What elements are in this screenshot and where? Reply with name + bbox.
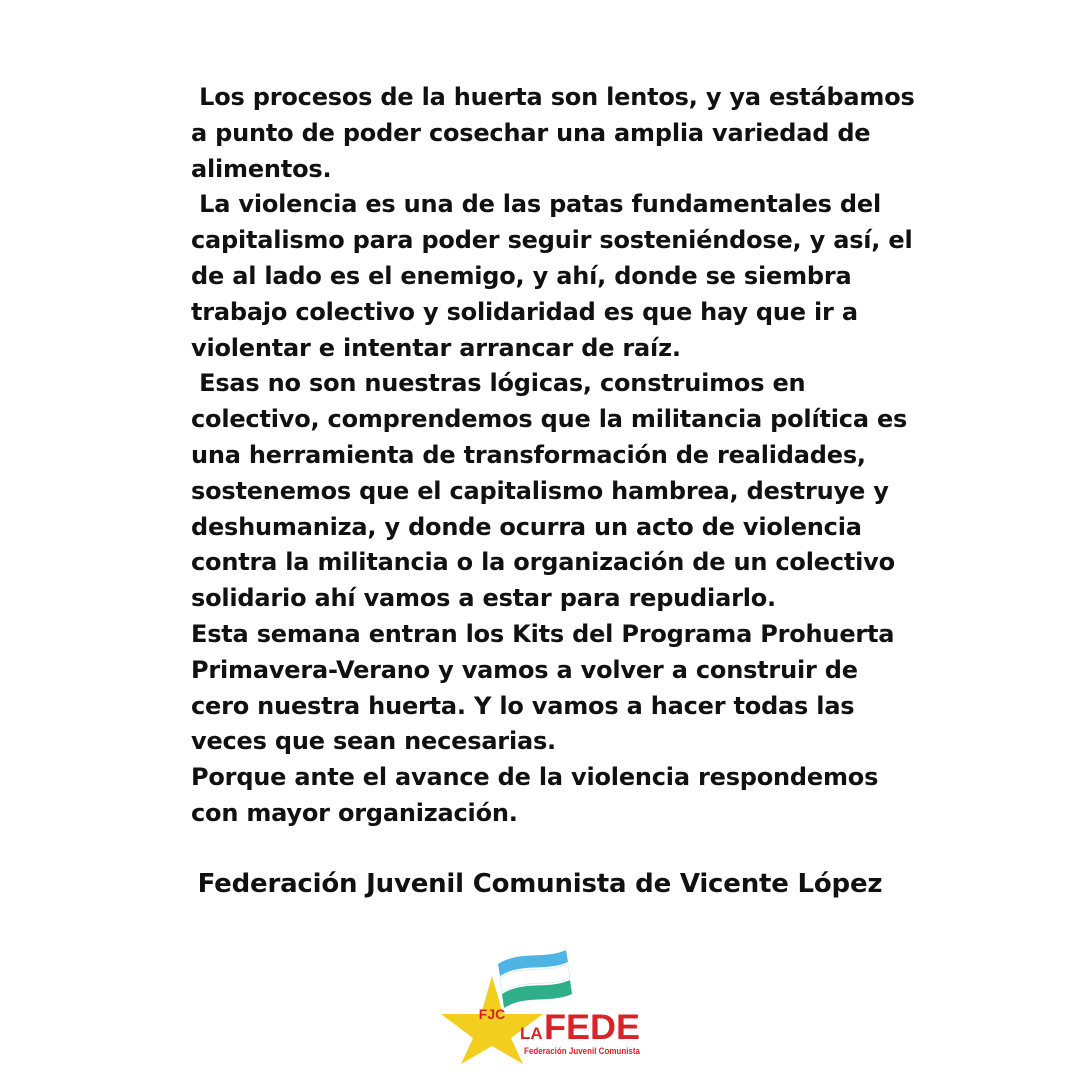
statement-line: violentar e intentar arrancar de raíz. xyxy=(191,333,681,362)
statement-line: contra la militancia o la organización de un colectivo xyxy=(191,548,895,577)
statement-line: Los procesos de la huerta son lentos, y ya estábamos xyxy=(191,83,915,111)
statement-line: con mayor organización. xyxy=(191,798,518,827)
statement-body xyxy=(191,80,915,832)
statement-line: solidario ahí vamos a estar para repudiarlo. xyxy=(191,584,776,613)
logo-graphic xyxy=(440,940,650,1065)
statement-line: Esta semana entran los Kits del Programa Prohuerta xyxy=(191,619,895,648)
statement-line: a punto de poder cosechar una amplia variedad de xyxy=(191,118,871,147)
wordmark-prefix: LA xyxy=(520,1024,543,1043)
fjc-initials: FJC xyxy=(478,1006,506,1022)
la-fede-logo xyxy=(440,940,650,1065)
statement-line: capitalismo para poder seguir sosteniéndose, y así, el xyxy=(191,226,913,255)
logo-tagline: Federación Juvenil Comunista xyxy=(524,1046,641,1057)
statement-line: alimentos. xyxy=(191,154,332,183)
statement-line: cero nuestra huerta. Y lo vamos a hacer todas las xyxy=(191,691,855,720)
statement-line: deshumaniza, y donde ocurra un acto de violencia xyxy=(191,512,862,541)
statement-line: trabajo colectivo y solidaridad es que hay que ir a xyxy=(191,297,858,326)
statement-line: Porque ante el avance de la violencia respondemos xyxy=(191,763,879,792)
statement-line: colectivo, comprendemos que la militancia política es xyxy=(191,405,908,434)
statement-line: sostenemos que el capitalismo hambrea, destruye y xyxy=(191,476,889,505)
wordmark-main: FEDE xyxy=(544,1008,640,1047)
signature: Federación Juvenil Comunista de Vicente López xyxy=(197,869,883,899)
statement-line: Primavera-Verano y vamos a volver a construir de xyxy=(191,655,858,684)
statement-line: Esas no son nuestras lógicas, construimos en xyxy=(191,369,806,398)
statement-line: La violencia es una de las patas fundamentales del xyxy=(191,190,882,219)
statement-line: una herramienta de transformación de realidades, xyxy=(191,440,866,469)
statement-line: veces que sean necesarias. xyxy=(191,727,556,756)
statement-line: de al lado es el enemigo, y ahí, donde se siembra xyxy=(191,261,852,290)
